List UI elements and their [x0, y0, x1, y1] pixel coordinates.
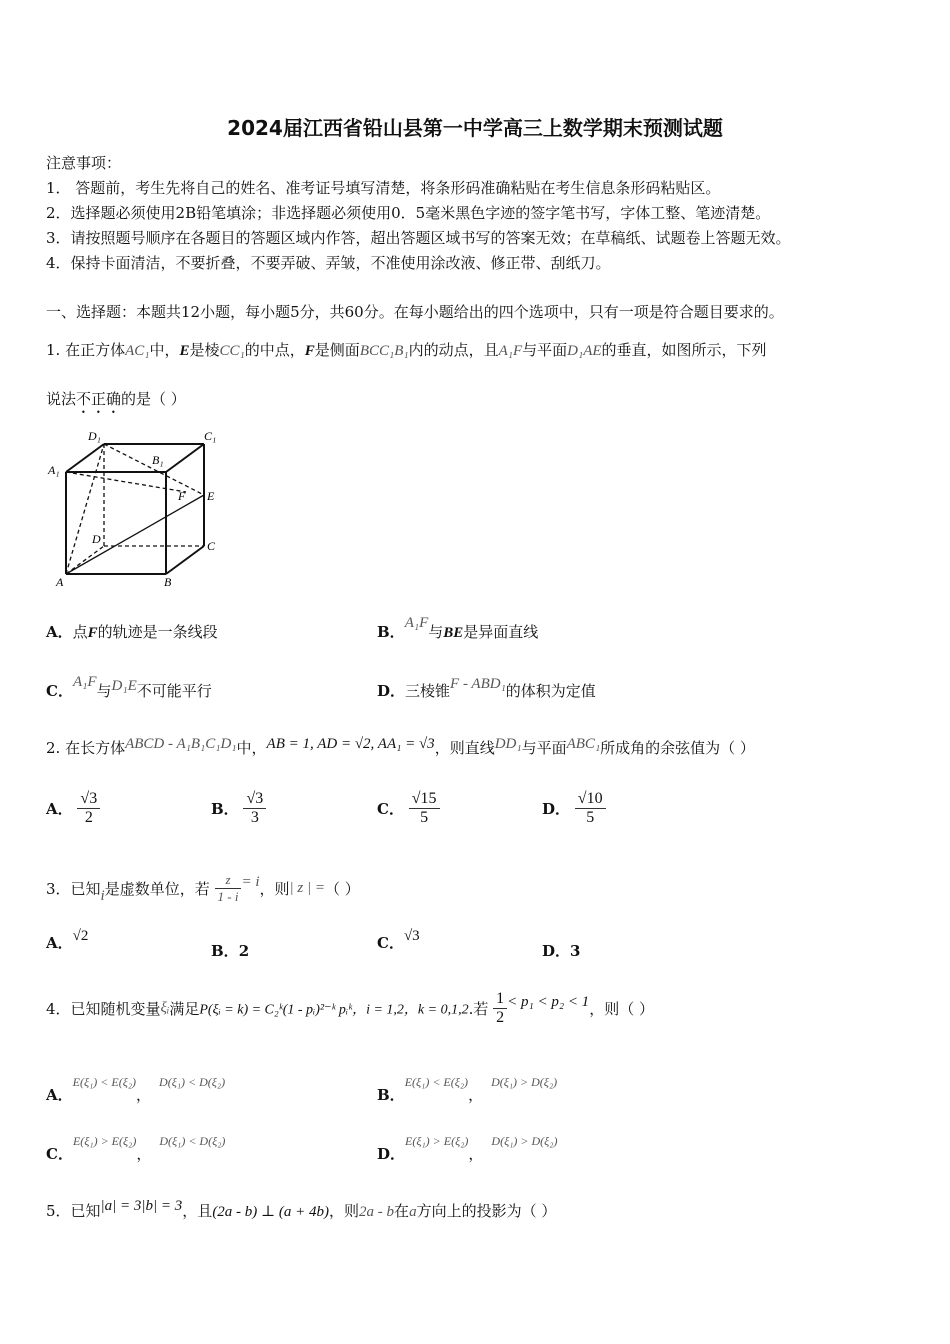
q1-option-b: B．A₁F与BE是异面直线 [377, 615, 539, 641]
label-C1: C₁ [204, 429, 217, 443]
q3-option-d: D．3 [542, 942, 581, 960]
q3-option-a: A．√2 [46, 928, 89, 952]
label-D: D [92, 532, 101, 546]
label-C: C [207, 539, 216, 553]
q4-option-b: B．E(ξ₁) < E(ξ₂)，D(ξ₁) > D(ξ₂) [377, 1075, 558, 1104]
question-4-stem: 4．已知随机变量ξᵢ满足P(ξᵢ = k) = C₂ᵏ(1 - pᵢ)²⁻ᵏ pᵢᵏ，i = 1,2，k = 0,1,2.若 $\frac{1}{2}$ < p₁ < p₂ < 1，则（ ） [46, 990, 654, 1026]
label-A: A [56, 575, 64, 589]
cube-figure [46, 426, 236, 590]
label-E: E [207, 489, 215, 503]
label-B1: B₁ [152, 453, 164, 467]
notice-heading: 注意事项： [46, 154, 122, 172]
question-1-stem-cont: 说法不正确的是（ ） [46, 390, 186, 408]
notice-item: 2．选择题必须使用2B铅笔填涂；非选择题必须使用0．5毫米黑色字迹的签字笔书写，字体工整、笔迹清楚。 [46, 204, 771, 222]
q4-option-c: C．E(ξ₁) > E(ξ₂)，D(ξ₁) < D(ξ₂) [46, 1134, 226, 1163]
question-2-stem: 2. 在长方体ABCD - A₁B₁C₁D₁中，AB = 1, AD = √2, AA₁ = √3，则直线DD₁与平面ABC₁所成角的余弦值为（ ） [46, 736, 755, 757]
q4-option-a: A．E(ξ₁) < E(ξ₂)，D(ξ₁) < D(ξ₂) [46, 1075, 226, 1104]
q1-option-c: C．A₁F与D₁E不可能平行 [46, 674, 212, 700]
notice-item: 3．请按照题号顺序在各题目的答题区域内作答，超出答题区域书写的答案无效；在草稿纸、试题卷上答题无效。 [46, 229, 791, 247]
q3-option-c: C．√3 [377, 928, 420, 952]
q2-option-d: D． $\frac{√10}{5}$ [542, 790, 606, 827]
label-D1: D₁ [88, 429, 101, 443]
q2-option-b: B． $\frac{√3}{3}$ [211, 790, 266, 827]
q2-option-c: C． $\frac{√15}{5}$ [377, 790, 440, 827]
notice-item: 4．保持卡面清洁，不要折叠，不要弄破、弄皱，不准使用涂改液、修正带、刮纸刀。 [46, 254, 611, 272]
q3-option-b: B．2 [211, 942, 250, 960]
label-B: B [164, 575, 172, 589]
notice-item: 1． 答题前，考生先将自己的姓名、准考证号填写清楚，将条形码准确粘贴在考生信息条形码粘贴区。 [46, 179, 721, 197]
label-F: F [178, 489, 186, 503]
page-title: 2024届江西省铅山县第一中学高三上数学期末预测试题 [227, 116, 723, 140]
label-A1: A₁ [48, 463, 60, 477]
q4-option-d: D．E(ξ₁) > E(ξ₂)，D(ξ₁) > D(ξ₂) [377, 1134, 558, 1163]
section-heading: 一、选择题：本题共12小题，每小题5分，共60分。在每小题给出的四个选项中，只有一项是符合题目要求的。 [46, 303, 784, 321]
q2-option-a: A． $\frac{√3}{2}$ [46, 790, 100, 827]
question-5-stem: 5．已知|a| = 3|b| = 3，且(2a - b) ⊥ (a + 4b)，则2a - b在a方向上的投影为（ ） [46, 1198, 557, 1220]
q1-option-d: D．三棱锥F - ABD₁的体积为定值 [377, 676, 596, 700]
q1-option-a: A．点F的轨迹是一条线段 [46, 623, 218, 641]
question-3-stem: 3．已知i是虚数单位，若 $\frac{z}{1 - i}$ = i，则| z | =（ ） [46, 872, 360, 904]
question-1-stem: 1. 在正方体AC₁中，E是棱CC₁的中点，F是侧面BCC₁B₁内的动点，且A₁F与平面D₁AE的垂直，如图所示，下列 [46, 341, 767, 359]
